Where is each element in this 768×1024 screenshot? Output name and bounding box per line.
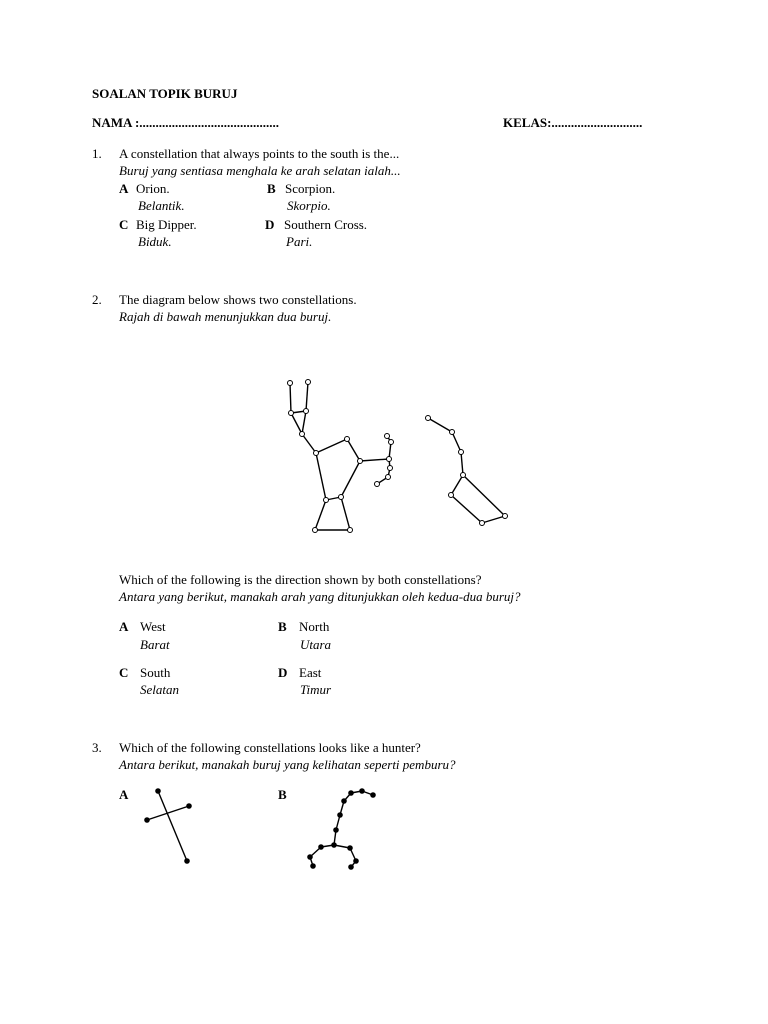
q2-option-a-ms: Barat xyxy=(140,637,170,652)
q2-option-c-ms: Selatan xyxy=(140,682,179,697)
class-field: KELAS:............................ xyxy=(503,115,643,130)
name-field: NAMA :........................................... xyxy=(92,115,280,130)
question-1-number: 1. xyxy=(92,146,102,161)
q1-option-d-ms: Pari. xyxy=(286,234,313,249)
q2-option-a-letter: A xyxy=(119,619,129,634)
question-2-text-ms: Rajah di bawah menunjukkan dua buruj. xyxy=(119,309,332,324)
q1-option-c-en: Big Dipper. xyxy=(136,217,197,232)
q2-option-b-ms: Utara xyxy=(300,637,332,652)
q3-option-a-constellation xyxy=(145,789,192,864)
q1-option-b-ms: Skorpio. xyxy=(287,198,331,213)
question-2-number: 2. xyxy=(92,292,102,307)
q3-option-a-letter: A xyxy=(119,787,129,802)
q2-option-d-en: East xyxy=(299,665,322,680)
q1-option-a-en: Orion. xyxy=(136,181,170,196)
q1-option-c-ms: Biduk. xyxy=(138,234,172,249)
question-3-text-en: Which of the following constellations looks like a hunter? xyxy=(119,740,421,755)
q3-option-b-constellation xyxy=(308,789,376,870)
q2-option-b-letter: B xyxy=(278,619,287,634)
question-3-text-ms: Antara berikut, manakah buruj yang kelihatan seperti pemburu? xyxy=(119,757,456,772)
question-1-text-ms: Buruj yang sentiasa menghala ke arah selatan ialah... xyxy=(119,163,401,178)
q1-option-b-en: Scorpion. xyxy=(285,181,336,196)
q1-option-a-ms: Belantik. xyxy=(138,198,185,213)
q3-option-b-letter: B xyxy=(278,787,287,802)
q2-option-c-en: South xyxy=(140,665,171,680)
q2-option-c-letter: C xyxy=(119,665,129,680)
constellation-scorpion-diagram xyxy=(288,380,394,533)
question-2-sub-en: Which of the following is the direction shown by both constellations? xyxy=(119,572,482,587)
q1-option-d-letter: D xyxy=(265,217,275,232)
q2-option-a-en: West xyxy=(140,619,166,634)
question-2-sub-ms: Antara yang berikut, manakah arah yang ditunjukkan oleh kedua-dua buruj? xyxy=(119,589,521,604)
q1-option-b-letter: B xyxy=(267,181,276,196)
question-1-text-en: A constellation that always points to the south is the... xyxy=(119,146,400,161)
q2-option-b-en: North xyxy=(299,619,330,634)
q1-option-c-letter: C xyxy=(119,217,129,232)
constellation-big-dipper-diagram xyxy=(426,416,508,526)
question-2-text-en: The diagram below shows two constellations. xyxy=(119,292,357,307)
question-3-number: 3. xyxy=(92,740,102,755)
q1-option-a-letter: A xyxy=(119,181,129,196)
q1-option-d-en: Southern Cross. xyxy=(284,217,368,232)
q2-option-d-letter: D xyxy=(278,665,288,680)
q2-option-d-ms: Timur xyxy=(300,682,332,697)
worksheet-title: SOALAN TOPIK BURUJ xyxy=(92,86,238,101)
